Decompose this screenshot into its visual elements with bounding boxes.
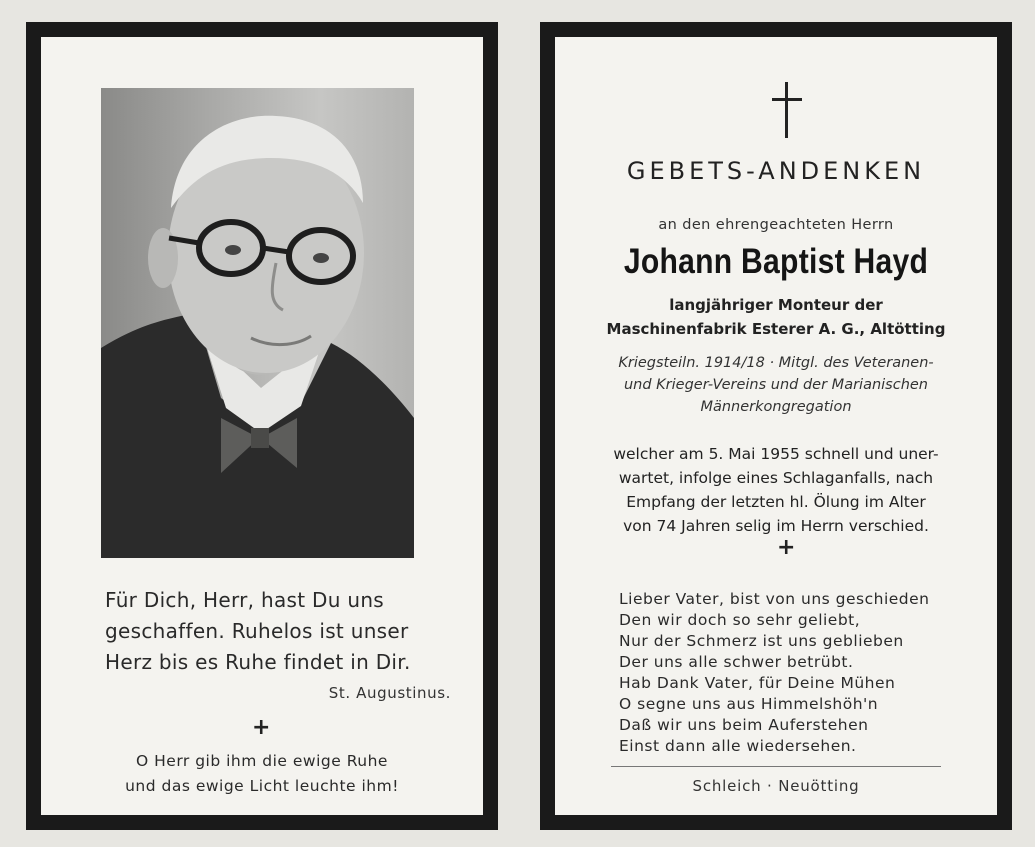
- divider: [611, 766, 941, 767]
- poem-line: Hab Dank Vater, für Deine Mühen: [619, 674, 896, 692]
- portrait-photo: [101, 88, 414, 558]
- left-card: [26, 22, 498, 830]
- prayer-text: [41, 749, 483, 799]
- poem: [619, 589, 930, 757]
- occupation-line: Maschinenfabrik Esterer A. G., Altötting: [606, 320, 946, 338]
- membership: [555, 352, 997, 418]
- dedication: an den ehrengeachteten Herrn: [658, 217, 894, 233]
- deceased-name: Johann Baptist Hayd: [623, 242, 929, 281]
- poem-line: Einst dann alle wiedersehen.: [619, 737, 857, 755]
- quote-line: Für Dich, Herr, hast Du uns: [105, 588, 385, 612]
- membership-line: Männerkongregation: [700, 399, 852, 415]
- death-notice: [555, 442, 997, 538]
- right-card: [540, 22, 1012, 830]
- death-line: welcher am 5. Mai 1955 schnell und uner-: [613, 445, 939, 463]
- poem-line: Den wir doch so sehr geliebt,: [619, 611, 861, 629]
- occupation: [555, 293, 997, 341]
- right-card-paper: [555, 37, 997, 815]
- poem-line: Der uns alle schwer betrübt.: [619, 653, 854, 671]
- left-card-paper: [41, 37, 483, 815]
- quote-line: Herz bis es Ruhe findet in Dir.: [105, 650, 411, 674]
- membership-line: Kriegsteiln. 1914/18 · Mitgl. des Veteranen-: [618, 355, 934, 371]
- poem-line: Nur der Schmerz ist uns geblieben: [619, 632, 904, 650]
- augustinus-quote: [105, 585, 425, 678]
- occupation-line: langjähriger Monteur der: [669, 296, 883, 314]
- death-line: Empfang der letzten hl. Ölung im Alter: [626, 493, 926, 511]
- death-line: von 74 Jahren selig im Herrn verschied.: [623, 517, 929, 535]
- death-line: wartet, infolge eines Schlaganfalls, nach: [618, 469, 934, 487]
- quote-attribution: St. Augustinus.: [328, 684, 451, 702]
- cross-icon: +: [252, 715, 271, 740]
- printer-imprint: Schleich · Neuötting: [692, 777, 860, 795]
- poem-line: O segne uns aus Himmelshöh'n: [619, 695, 879, 713]
- quote-line: geschaffen. Ruhelos ist unser: [105, 619, 409, 643]
- card-heading: GEBETS-ANDENKEN: [626, 157, 926, 185]
- cross-icon: [772, 82, 802, 138]
- cross-icon: +: [777, 535, 796, 560]
- membership-line: und Krieger-Vereins und der Marianischen: [623, 377, 928, 393]
- poem-line: Daß wir uns beim Auferstehen: [619, 716, 869, 734]
- prayer-line: und das ewige Licht leuchte ihm!: [125, 777, 399, 795]
- prayer-line: O Herr gib ihm die ewige Ruhe: [136, 752, 388, 770]
- poem-line: Lieber Vater, bist von uns geschieden: [619, 590, 930, 608]
